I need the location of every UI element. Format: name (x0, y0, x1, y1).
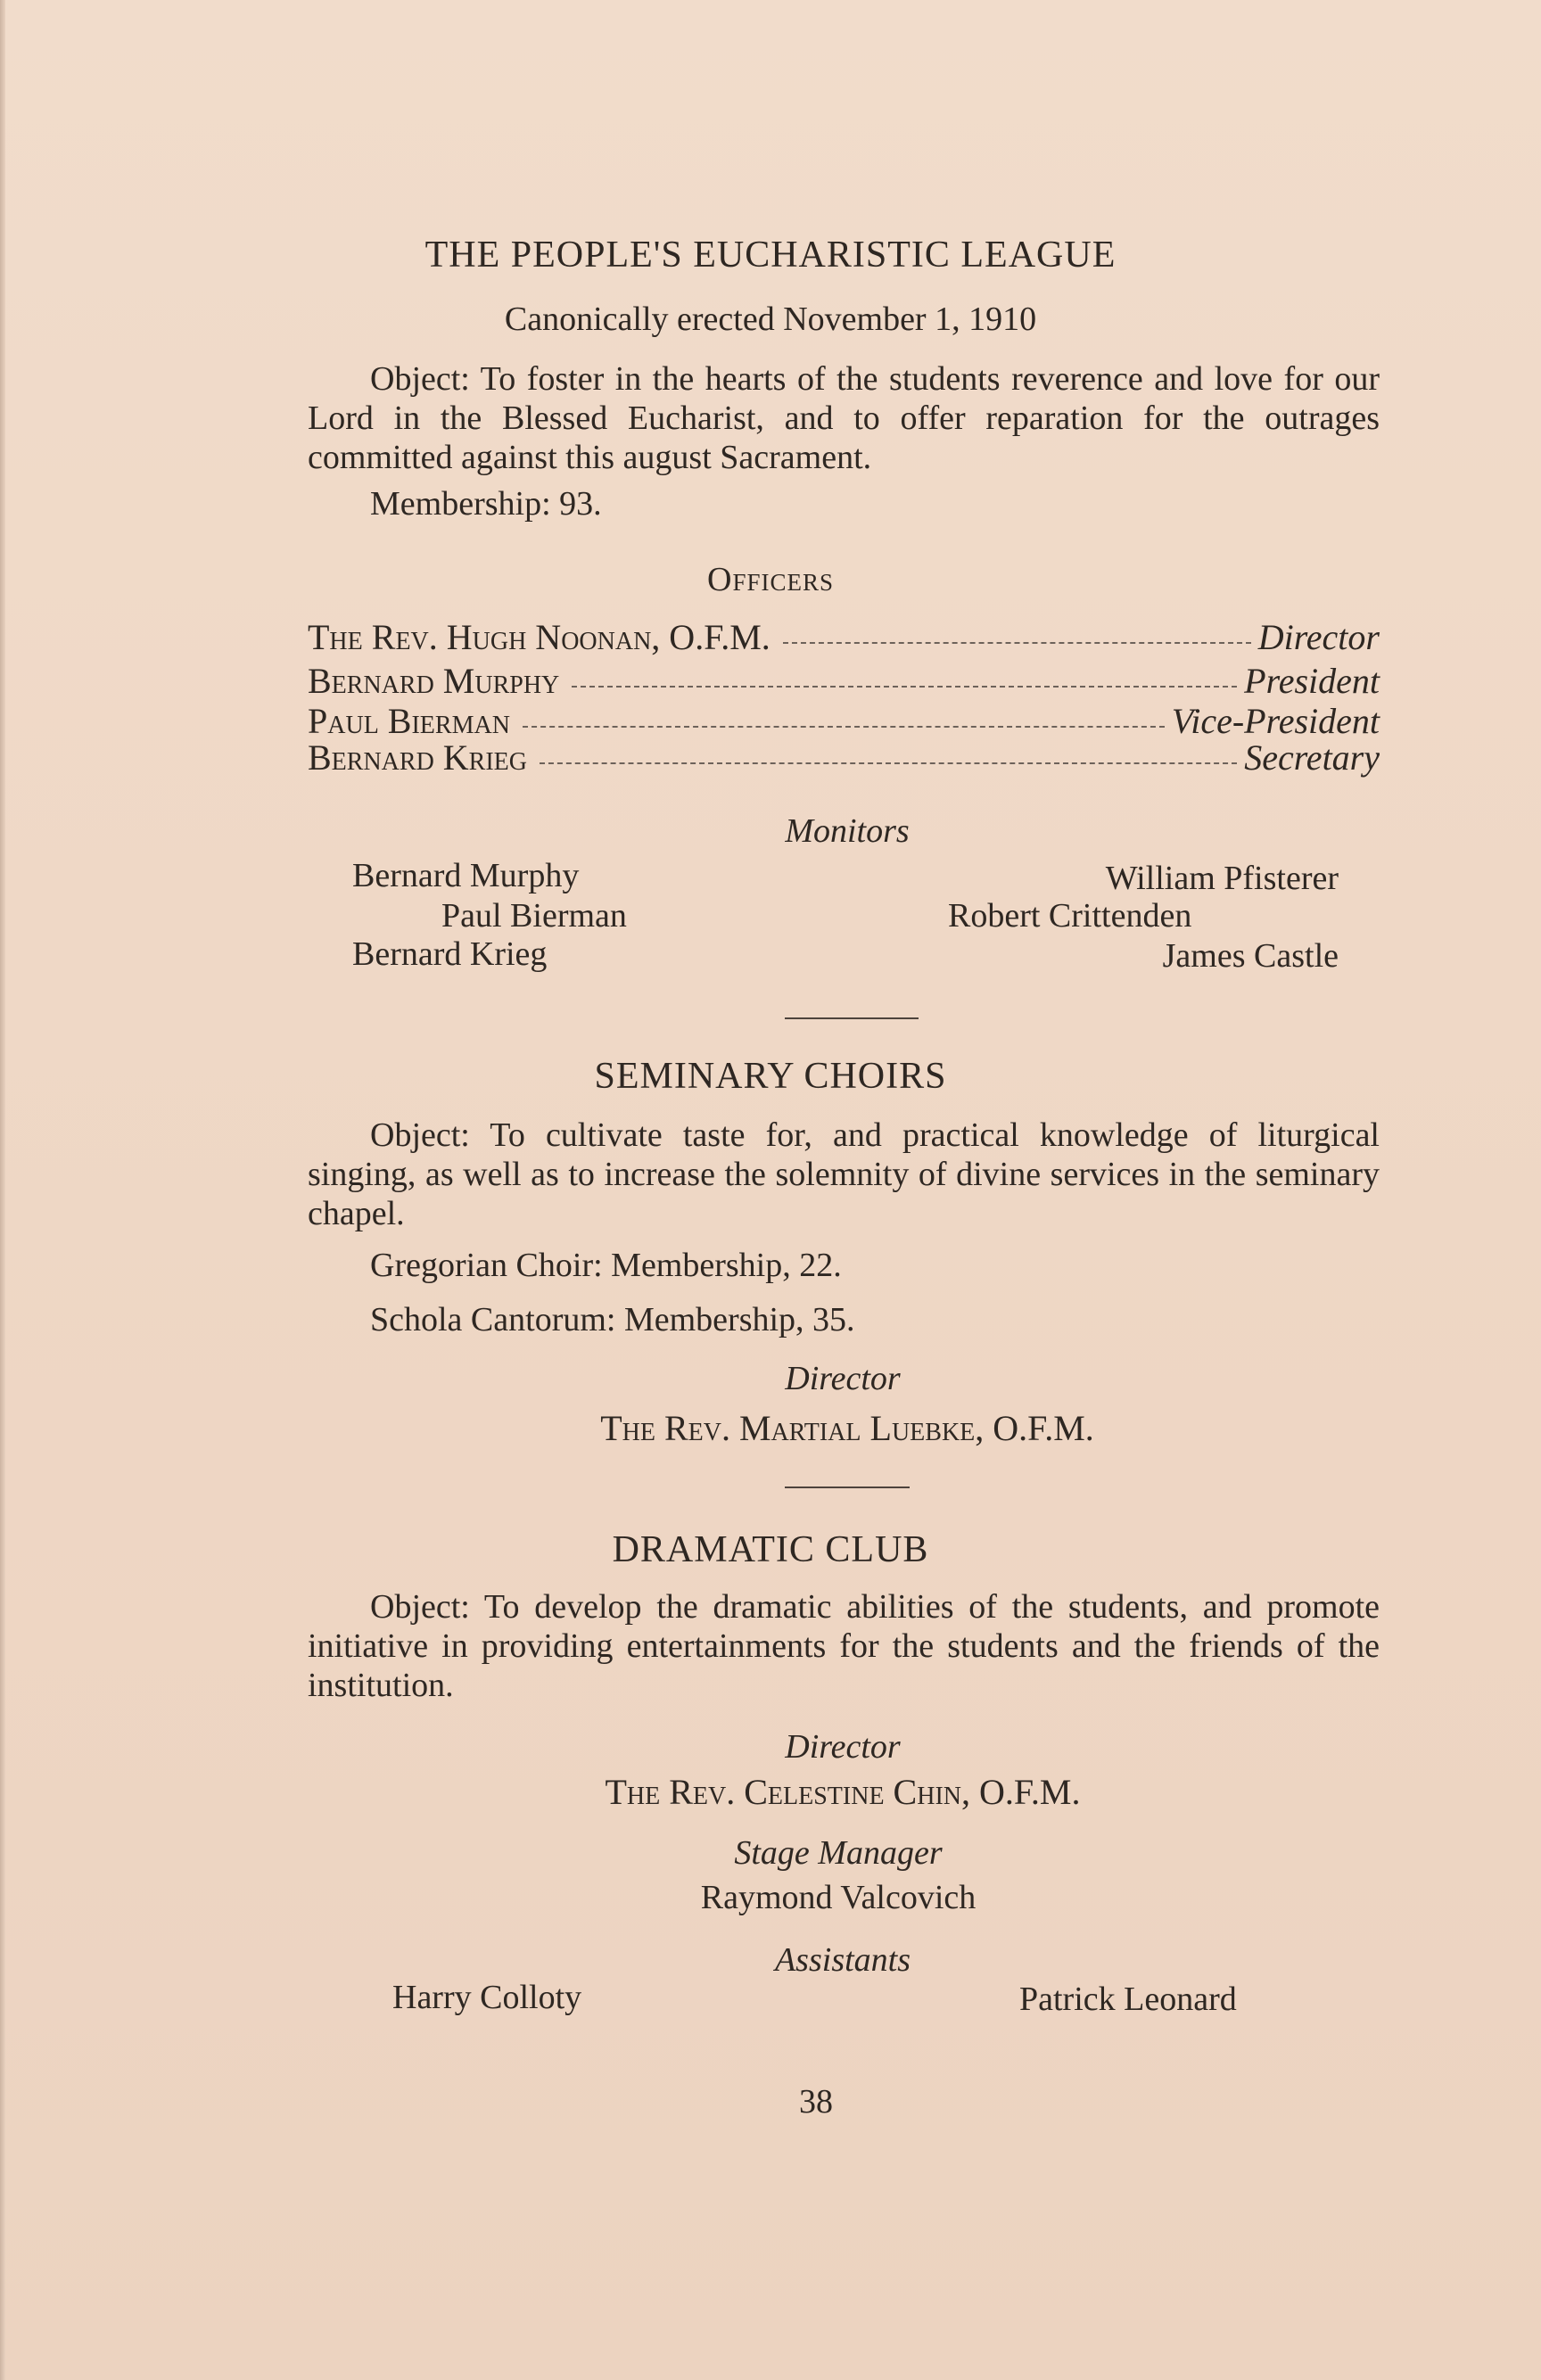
gregorian-choir-membership: Gregorian Choir: Membership, 22. (370, 1247, 842, 1284)
monitor-name: James Castle (1162, 937, 1339, 975)
officer-role: President (1244, 661, 1380, 701)
officer-name: Paul Bierman (308, 701, 510, 741)
dramatic-director-name: The Rev. Celestine Chin, O.F.M. (605, 1772, 1081, 1812)
assistant-name: Patrick Leonard (1019, 1981, 1237, 2018)
officer-name: The Rev. Hugh Noonan, O.F.M. (308, 617, 770, 657)
schola-cantorum-membership: Schola Cantorum: Membership, 35. (370, 1301, 855, 1338)
leader-dots (572, 686, 1237, 688)
page-number: 38 (799, 2083, 833, 2121)
officer-role: Director (1257, 617, 1380, 657)
monitor-name: Paul Bierman (441, 897, 627, 935)
assistants-heading: Assistants (774, 1941, 911, 1979)
monitor-name: Bernard Murphy (352, 857, 580, 894)
league-object-paragraph (308, 359, 1380, 477)
officer-role: Secretary (1244, 737, 1380, 778)
dramatic-object-paragraph (308, 1587, 1380, 1705)
choirs-director-heading: Director (785, 1360, 901, 1397)
dramatic-title: DRAMATIC CLUB (612, 1529, 929, 1570)
monitor-name: William Pfisterer (1105, 860, 1339, 897)
monitors-heading: Monitors (785, 812, 910, 850)
assistant-name: Harry Colloty (392, 1979, 582, 2016)
dramatic-object-text: Object: To develop the dramatic abilities of the students, and promote initiative in providing entertainments for the students and the friends of the institution. (308, 1588, 1380, 1704)
stage-manager-name: Raymond Valcovich (700, 1879, 977, 1916)
league-membership: Membership: 93. (370, 485, 602, 523)
officer-row (308, 700, 1380, 739)
officer-name: Bernard Krieg (308, 737, 528, 778)
league-erected-line: Canonically erected November 1, 1910 (504, 301, 1037, 338)
monitor-name: Bernard Krieg (352, 935, 548, 973)
officer-row (308, 737, 1380, 776)
officer-name: Bernard Murphy (308, 661, 560, 701)
stage-manager-heading: Stage Manager (734, 1834, 943, 1872)
officer-role: Vice-President (1171, 701, 1380, 741)
choirs-director-name: The Rev. Martial Luebke, O.F.M. (600, 1408, 1094, 1448)
league-title: THE PEOPLE'S EUCHARISTIC LEAGUE (424, 235, 1117, 276)
section-divider (785, 1017, 919, 1019)
choirs-title: SEMINARY CHOIRS (594, 1056, 947, 1097)
league-object-text: Object: To foster in the hearts of the students reverence and love for our Lord in the Blessed Eucharist, and to offer reparation for the outrages committed against this august Sacrament. (308, 360, 1380, 476)
officer-row (308, 660, 1380, 699)
officers-heading: Officers (707, 561, 834, 598)
dramatic-director-heading: Director (785, 1728, 901, 1766)
section-divider (785, 1486, 910, 1488)
monitor-name: Robert Crittenden (948, 897, 1192, 935)
choirs-object-text: Object: To cultivate taste for, and practical knowledge of liturgical singing, as well as to increase the solemnity of divine services in the seminary chapel. (308, 1116, 1380, 1232)
leader-dots (540, 762, 1237, 764)
officer-row (308, 616, 1380, 655)
leader-dots (783, 642, 1251, 644)
page-binding-edge (0, 0, 5, 2380)
leader-dots (523, 726, 1165, 728)
choirs-object-paragraph (308, 1116, 1380, 1233)
